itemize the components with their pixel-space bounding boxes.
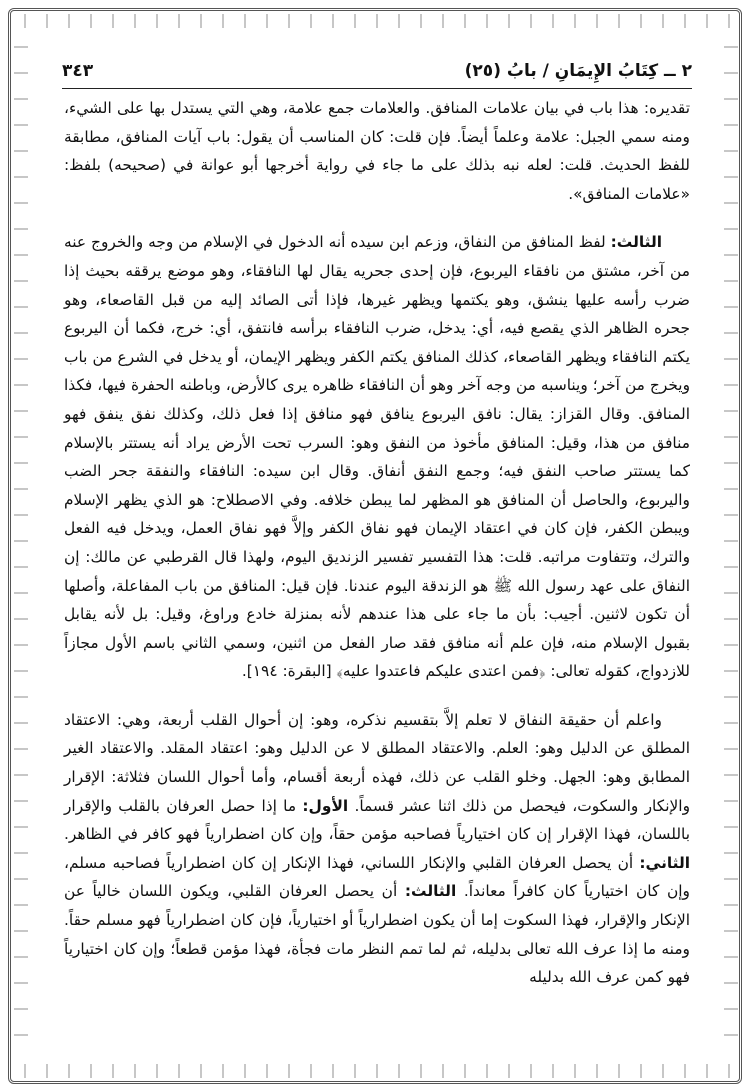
left-border-ornament (14, 34, 28, 1058)
paragraph-3-text-c: أن يحصل العرفان القلبي والإنكار اللساني، فهذا الإنكار إن كان اضطرارياً فصاحبه مسلم، وإن كان اختيارياً كان كافراً معانداً. (64, 853, 690, 901)
paragraph-2 (64, 228, 690, 686)
top-border-ornament (14, 14, 738, 28)
section-marker-second: الثاني: (639, 853, 690, 872)
section-marker-first: الأول: (302, 796, 349, 815)
section-marker-third: الثالث: (610, 233, 662, 252)
header-rule (62, 88, 692, 89)
paragraph-3-text-b: ما إذا حصل العرفان بالقلب والإقرار باللسان، فهذا الإقرار إن كان اختيارياً فصاحبه مؤمن حقاً، وإن كان اضطرارياً فهو كافر في الظاهر. (64, 796, 690, 844)
page-number: ٣٤٣ (62, 61, 94, 81)
paragraph-1: تقديره: هذا باب في بيان علامات المنافق. والعلامات جمع علامة، وهي التي يستدل بها على الشيء، ومنه سمي الجبل: علامة وعلماً أيضاً. فإن قلت: كان المناسب أن يقول: باب آيات المنافق، مطابقة للفظ الحديث. قلت: لعله نبه بذلك على ما جاء في رواية أخرجها أبو عوانة في (صحيحه) بلفظ: «علامات المنافق». (64, 99, 690, 203)
paragraph-3 (64, 706, 690, 992)
paragraph-3-text-d: أن يحصل العرفان القلبي، ويكون اللسان خالياً عن الإنكار والإقرار، فهذا السكوت إما أن يكون اضطرارياً أو اختيارياً، فإن كان اضطرارياً فهو مسلم حقاً. ومنه ما إذا عرف الله تعالى بدليله، ثم لما تمم النظر مات فجأة، فهذا مؤمن قطعاً؛ وإن كان اختيارياً فهو كمن عرف الله بدليله (64, 882, 690, 987)
running-head (62, 56, 692, 86)
running-title: ٢ ــ كِتَابُ الإِيمَانِ / بابُ (٢٥) (464, 61, 692, 81)
paragraph-2-text: لفظ المنافق من النفاق، وزعم ابن سيده أنه الدخول في الإسلام من وجه والخروج عنه من آخر، مشتق من نافقاء اليربوع، فإن إحدى جحريه يقال لها النافقاء، وهو موضع يرققه بحيث إذا ضرب رأسه عليها ينشق، وهو يكتمها ويظهر غيرها، فإذا أتى الصائد إليه من قبل القاصعاء، وهو جحره الظاهر الذي يقصع فيه، أي: يدخل، ضرب النافقاء برأسه فانتفق، أي: خرج، فكما أن اليربوع يكتم النافقاء ويظهر القاصعاء، كذلك المنافق يكتم الكفر ويظهر الإيمان، أو يدخل في الشرع من باب ويخرج من آخر؛ ويناسبه من وجه آخر وهو أن النافقاء ظاهره يرى كالأرض، وباطنه الحفرة فيها، فكذا المنافق. وقال القزاز: يقال: نافق اليربوع ينافق فهو منافق إذا فعل ذلك، وكذلك نفق ينفق فهو منافق من هذا، وقيل: المنافق مأخوذ من النفق وهو: السرب تحت الأرض يراد أنه يستتر بالإسلام كما يستتر صاحب النفق فيه؛ وجمع النفق أنفاق. وقال ابن سيده: النافقاء والنفقة جحر الضب واليربوع، والحاصل أن المنافق هو المظهر لما يبطن خلافه. وفي الاصطلاح: هو الذي يظهر الإسلام ويبطن الكفر، فإن كان في اعتقاد الإيمان فهو نفاق الكفر وإلاَّ فهو نفاق العمل، ويدخل فيه الفعل والترك، وتتفاوت مراتبه. قلت: هذا التفسير تفسير الزنديق اليوم، ولهذا قال القرطبي عن مالك: إن النفاق على عهد رسول الله ﷺ هو الزندقة اليوم عندنا. فإن قيل: المنافق من باب المفاعلة، وأصلها أن تكون لاثنين. أجيب: بأن ما جاء على هذا عندهم لأنه بمنزلة خادع وراوغ، وقيل: بل لأنه يقابل بقبول الإسلام منه، فإن علم أنه منافق فقد صار الفعل من اثنين، وسمي الثاني باسم الأول مجازاً للازدواج، كقوله تعالى: ﴿فمن اعتدى عليكم فاعتدوا عليه﴾ [البقرة: ١٩٤]. (64, 233, 690, 681)
page-body (64, 94, 690, 1062)
section-marker-third-2: الثالث: (404, 882, 457, 901)
right-border-ornament (724, 34, 738, 1058)
paragraph-3-text-a: واعلم أن حقيقة النفاق لا تعلم إلاَّ بتقسيم نذكره، وهو: إن أحوال القلب أربعة، وهي: الاعتقاد المطلق عن الدليل وهو: العلم. والاعتقاد المطلق لا عن الدليل وهو: اعتقاد المقلد. والاعتقاد الغير المطابق وهو: الجهل. وخلو القلب عن ذلك، فهذه أربعة أقسام، وأما أحوال اللسان فثلاثة: الإقرار والإنكار والسكوت، فيحصل من ذلك اثنا عشر قسماً. (64, 710, 690, 815)
bottom-border-ornament (14, 1064, 738, 1078)
